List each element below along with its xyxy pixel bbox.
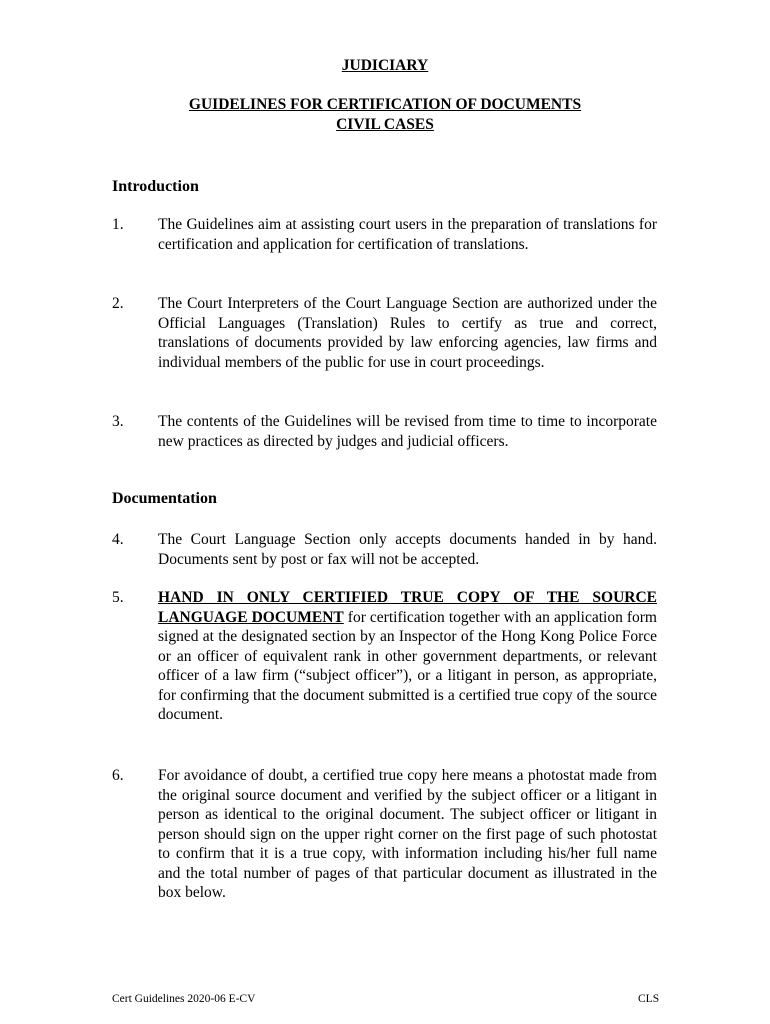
doc-title-line1: GUIDELINES FOR CERTIFICATION OF DOCUMENTS <box>188 96 582 113</box>
footer-right: CLS <box>638 993 660 1005</box>
paragraph-5-text: for certification together with an application form signed at the designated section by an Inspector of the Hong Kong Police Force or an officer of equivalent rank in other government departments, or relevant officer of a law firm (“subject officer”), or a litigant in person, as appropriate, for confirming that the document submitted is a certified true copy of the source document. <box>158 608 657 723</box>
paragraph-6: For avoidance of doubt, a certified true copy here means a photostat made from the original source document and verified by the subject officer or a litigant in person as identical to the original document. The subject officer or litigant in person should sign on the upper right corner on the first page of such photostat to confirm that it is a true copy, with information including his/her full name and the total number of pages of that particular document as illustrated in the box below. <box>158 767 657 901</box>
paragraph-1: The Guidelines aim at assisting court users in the preparation of translations for certification and application for certification of translations. <box>158 216 657 253</box>
org-title: JUDICIARY <box>341 57 429 74</box>
paragraph-2: The Court Interpreters of the Court Language Section are authorized under the Official Languages (Translation) Rules to certify as true and correct, translations of documents provided by law enforcing agencies, law firms and individual members of the public for use in court proceedings. <box>158 295 657 371</box>
section-heading-introduction: Introduction <box>112 178 199 195</box>
paragraph-5-emphasis: HAND IN ONLY CERTIFIED TRUE COPY OF THE SOURCE LANGUAGE DOCUMENT <box>158 589 657 626</box>
paragraph-3: The contents of the Guidelines will be revised from time to time to incorporate new practices as directed by judges and judicial officers. <box>158 413 657 450</box>
paragraph-number: 6. <box>112 767 124 784</box>
paragraph-number: 4. <box>112 531 124 548</box>
paragraph-4: The Court Language Section only accepts documents handed in by hand. Documents sent by post or fax will not be accepted. <box>158 531 657 568</box>
footer-left: Cert Guidelines 2020-06 E-CV <box>112 993 256 1005</box>
paragraph-number: 3. <box>112 413 124 430</box>
paragraph-number: 1. <box>112 216 124 233</box>
paragraph-number: 5. <box>112 589 124 606</box>
section-heading-documentation: Documentation <box>112 490 217 507</box>
doc-title-line2: CIVIL CASES <box>336 116 434 133</box>
paragraph-5 <box>158 588 657 725</box>
paragraph-number: 2. <box>112 295 124 312</box>
